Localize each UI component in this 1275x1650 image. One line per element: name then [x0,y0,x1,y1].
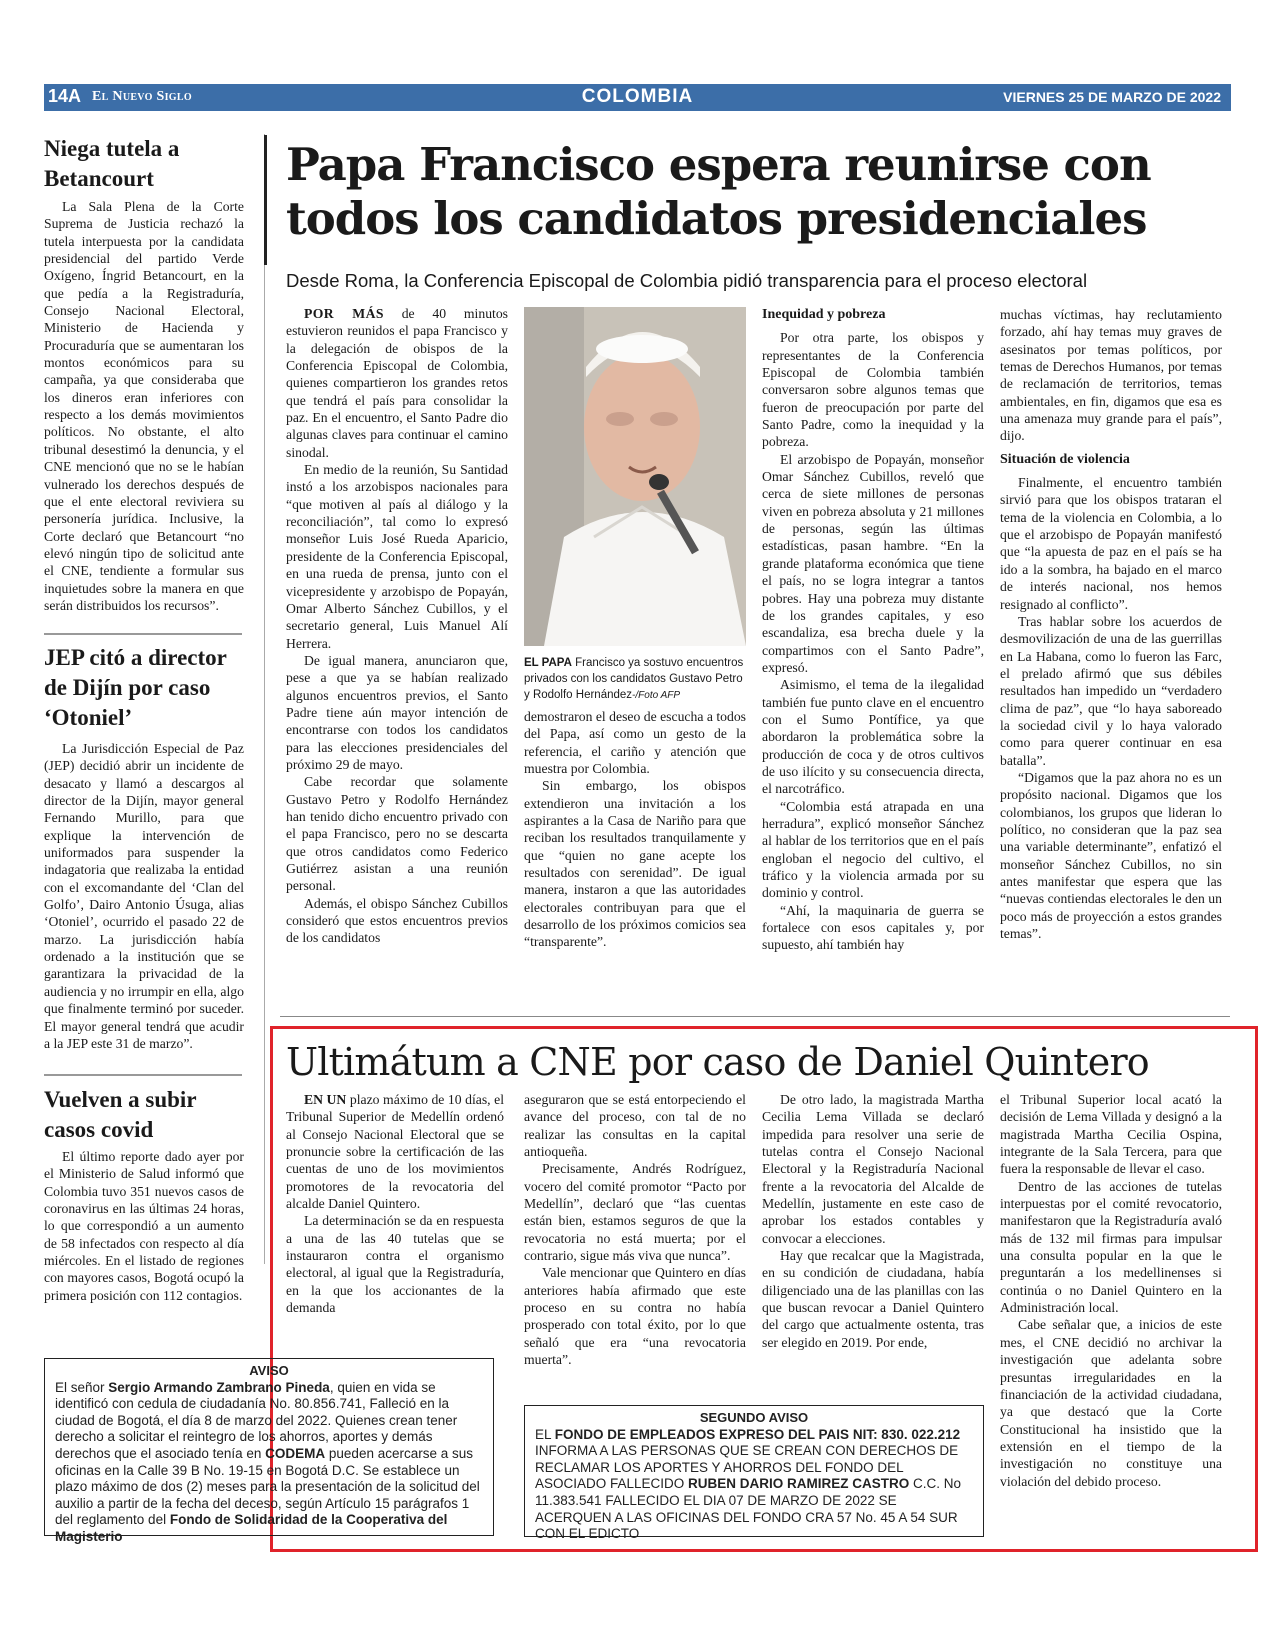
paragraph: “Colombia está atrapada en una herradura”, explicó monseñor Sánchez al hablar de los territorios que en el país engloban el negocio del cultivo, el tráfico y la violencia armada por su dominio y control. [762,798,984,901]
paragraph: “Ahí, la maquinaria de guerra se fortalece con esos capitales y, por supuesto, ahí también hay [762,902,984,953]
lead-word: EN UN [304,1092,347,1107]
paragraph: De otro lado, la magistrada Martha Cecilia Lema Villada se declaró impedida para resolver una serie de tutelas contra el Consejo Nacional Electoral y la Registraduría Nacional frente a la revocatoria del Alcalde de Medellín, justamente en este caso de aprobar los estados contables y convocar a elecciones. [762,1092,984,1246]
paragraph: Asimismo, el tema de la ilegalidad también fue punto clave en el encuentro con el Sumo Pontífice, ya que abordaron la problemática sobre la producción de coca y de otros cultivos de uso ilícito y su consecuencia directa, el narcotráfico. [762,677,984,797]
page-header [44,84,1231,111]
paragraph: El arzobispo de Popayán, monseñor Omar Sánchez Cubillos, reveló que cerca de siete millones de personas viven en pobreza absoluta y 21 millones de personas, según las últimas estadísticas, pasan hambre. “En la grande plataforma económica que tiene el país, no se logra integrar a tantos pobres. Hay una pobreza muy distante de los grandes capitales, y eso escandaliza, esa brecha duele y la compartimos con el Santo Padre”, expresó. [762,451,984,675]
paragraph: de 40 minutos estuvieron reunidos el papa Francisco y la delegación de obispos de la Conferencia Episcopal de Colombia, quienes compartieron los grandes retos que tendrá el país para consolidar la paz. En el encuentro, el Santo Padre dio algunas claves para continuar el camino sinodal. [286,306,509,460]
brief-2-title: JEP citó a director de Dijín por caso ‘Otoniel’ [44,645,227,730]
subheading-inequality: Inequidad y pobreza [762,307,886,322]
subheading-violence: Situación de violencia [1000,451,1130,467]
brief-3-body [44,1148,244,1304]
deceased-name: RUBEN DARIO RAMIREZ CASTRO [688,1476,910,1492]
pope-photo-illustration [524,307,746,646]
notice-fragment: El señor [55,1379,109,1395]
brief-divider [44,1074,242,1076]
brief-1-title: Niega tutela a Betancourt [44,136,180,191]
paragraph: Cabe señalar que, a inicios de este mes, el CNE decidió no archivar la investigación que adelanta sobre presuntas irregularidades en la financiación de la actividad ciudadana, ya que destacó que la Corte Constitucional ha insistido que la extensión en el tiempo de la investigación no constituye una violación del debido proceso. [1000,1317,1222,1489]
paragraph: Finalmente, el encuentro también sirvió para que los obispos trataran el tema de la violencia en Colombia, a lo que el arzobispo de Popayán manifestó que “la apuesta de paz en el país se ha ido a la sombra, ha bajado en el marco de interés nacional, nos hemos resignado al conflicto”. [1000,475,1222,612]
second-article-col-4 [1000,1091,1222,1490]
brief-2-body [44,740,244,1052]
headline-accent-bar [264,135,267,265]
paragraph: demostraron el deseo de escucha a todos del Papa, así como un gesto de la referencia, el cariño y atención que muestra por Colombia. [524,709,746,777]
caption-lead: EL PAPA [524,657,572,669]
paragraph: Tras hablar sobre los acuerdos de desmovilización de una de las guerrillas en La Habana, como lo fueron las Farc, el prelado afirmó que sus débiles resultados han impedido un “verdadero clima de paz”, que “lo haya saboreado la sociedad civil y lo haya valorado como para querer continuar en esa batalla”. [1000,613,1222,768]
notice-text [55,1380,483,1546]
paragraph: aseguraron que se está entorpeciendo el avance del proceso, con tal de no realizar las consultas en la capital antioqueña. [524,1092,746,1160]
fund-name: Fondo de Solidaridad de la Cooperativa del Magisterio [55,1512,448,1544]
issue-date: VIERNES 25 DE MARZO DE 2022 [1003,89,1221,105]
caption-text: Francisco ya sostuvo encuentros privados con los candidatos Gustavo Petro y Rodolfo Hernández [524,657,744,701]
brief-3-text: El último reporte dado ayer por el Ministerio de Salud informó que Colombia tuvo 351 nuevos casos de coronavirus en las últimas 24 horas, lo que correspondió a un aumento de 58 infectados con respecto al día miércoles. En el listado de regiones con mayores casos, Bogotá ocupó la primera posición con 112 contagios. [44,1149,244,1303]
brief-divider [44,633,242,635]
second-article-col-1 [286,1091,504,1316]
paragraph: Por otra parte, los obispos y representantes de la Conferencia Episcopal de Colombia también conversaron sobre algunos temas que fueron de preocupación por parte del Santo Padre, como la inequidad y la pobreza. [762,330,984,450]
main-article-col-3 [762,306,984,954]
brief-1-text: La Sala Plena de la Corte Suprema de Justicia rechazó la tutela interpuesta por la candidata presidencial del partido Verde Oxígeno, Íngrid Betancourt, en la que pedía a la Registraduría, Consejo Nacional Electoral, Ministerio de Hacienda y Procuraduría que se aumentaran los montos económicos para su campaña, ya que consideraba que los dineros eran inferiores con respecto a los demás movimientos políticos. No obstante, el alto tribunal desestimó la denuncia, y el CNE mencionó que no se le habían vulnerado los derechos después de que el ente electoral reviviera su personería jurídica. Inclusive, la Corte declaró que Betancourt “no elevó ningún tipo de solicitud ante el CNE, tendiente a formular sus inquietudes sobre la manera en que serán distribuidos los recursos”. [44,199,244,613]
main-headline: Papa Francisco espera reunirse con todos los candidatos presidenciales [286,138,1151,245]
paragraph: “Digamos que la paz ahora no es un propósito nacional. Digamos que los colombianos, los grupos que lideran lo político, no consideran que la paz sea una variable determinante”, enfatizó el monseñor Sánchez Cubillos, no sin antes manifestar que espera que las “nuevas contiendas electorales le den un poco más de proyección a estos grandes temas”. [1000,769,1222,942]
column-divider [264,134,265,1264]
photo-caption [524,655,749,704]
paragraph: el Tribunal Superior local acató la decisión de Lema Villada y designó a la magistrada Martha Cecilia Ospina, integrante de la Sala Tercera, para que fuera la responsable de llevar el caso. [1000,1092,1222,1177]
second-article-col-2 [524,1091,746,1369]
brief-1-body [44,198,244,614]
organization-name: CODEMA [265,1445,326,1461]
brief-3-title: Vuelven a subir casos covid [44,1087,197,1142]
lead-paragraph [286,305,508,461]
notice-fragment: INFORMA A LAS PERSONAS QUE SE CREAN CON DERECHOS DE RECLAMAR LOS APORTES Y AHORROS DEL FONDO DEL ASOCIADO FALLECIDO [535,1443,959,1492]
paragraph: muchas víctimas, hay reclutamiento forzado, ahí hay temas muy graves de asesinatos por temas políticos, por temas de Derechos Humanos, por temas de reclamación de territorios, temas ambientales, en fin, digamos que esa es una amenaza muy grande para el país”, dijo. [1000,307,1222,444]
paragraph: plazo máximo de 10 días, el Tribunal Superior de Medellín ordenó al Consejo Nacional Electoral que se pronuncie sobre la certificación de las cuentas de uno de los movimientos promotores de la revocatoria del alcalde Daniel Quintero. [286,1092,504,1212]
paragraph: Hay que recalcar que la Magistrada, en su condición de ciudadana, había diligenciado una de las planillas con las que buscan revocar a Daniel Quintero del cargo que actualmente ostenta, tras ser elegido en 2019. Por ende, [762,1248,984,1350]
notice-title: AVISO [249,1363,289,1378]
article-divider [280,1016,1230,1017]
newspaper-name: El Nuevo Siglo [92,89,192,104]
brief-2-text: La Jurisdicción Especial de Paz (JEP) decidió abrir un incidente de desacato y llamó a descargos al director de la Dijín, mayor general Fernando Murillo, para que explique la intervención de uniformados para suspender la indagatoria que realizaba la entidad con el excomandante del ‘Clan del Golfo’, Dairo Antonio Úsuga, alias ‘Otoniel’, ocurrido el pasado 22 de marzo. La jurisdicción había ordenado a la institución que se garantizara la privacidad de la audiencia y no irrumpir en ella, algo que finalmente terminó por suceder. El mayor general tendrá que acudir a la JEP este 31 de marzo”. [44,741,244,1051]
paragraph: La determinación se da en respuesta a una de las 40 tutelas que se instauraron contra el organismo electoral, al igual que la Registraduría, en la que los accionantes de la demanda [286,1213,504,1316]
second-headline: Ultimátum a CNE por caso de Daniel Quintero [286,1040,1149,1084]
notice-title: SEGUNDO AVISO [699,1410,809,1425]
notice-fragment: EL [535,1426,555,1442]
photo-credit: -/Foto AFP [632,690,681,701]
second-article-col-3 [762,1091,984,1351]
paragraph: Dentro de las acciones de tutelas interpuestas por el comité revocatorio, manifestaron que la Registraduría avaló más de 132 mil firmas para impulsar una consulta popular en la que le preguntarán a los medellinenses si continúa o no Daniel Quintero en la Administración local. [1000,1178,1222,1316]
pope-photo [524,307,746,646]
paragraph: En medio de la reunión, Su Santidad instó a los arzobispos nacionales para “que motiven al país al diálogo y la reconciliación”, tal como lo expresó monseñor Luis José Rueda Aparicio, presidente de la Conferencia Episcopal, en una rueda de prensa, junto con el vicepresidente y arzobispo de Popayán, Omar Alberto Sánchez Cubillos, y el secretario general, Luis Manuel Alí Herrera. [286,462,508,651]
notice-fragment: C.C. No 11.383.541 FALLECIDO EL DIA 07 DE MARZO DE 2022 SE ACERQUEN A LAS OFICINAS DEL FONDO CRA 57 No. 45 A 54 SUR CON EL EDICTO [535,1476,962,1542]
notice-text [535,1427,973,1543]
notice-segundo-aviso [524,1405,984,1542]
paragraph: De igual manera, anunciaron que, pese a que ya se habían realizado algunos encuentros previos, el Santo Padre tiene aún mayor intención de encontrarse con todos los candidatos para las elecciones presidenciales del próximo 29 de mayo. [286,652,508,772]
lead-paragraph [286,1091,504,1212]
notice-fragment: pueden acercarse a sus oficinas en la Calle 39 B No. 19-15 en Bogotá D.C. Se establece un plazo máximo de dos (2) meses para la presentación de la solicitud del auxilio a partir de la fecha del deceso, según Artículo 15 parágrafos 1 del reglamento del [55,1445,480,1528]
lead-word: POR MÁS [304,306,384,321]
paragraph: Precisamente, Andrés Rodríguez, vocero del comité promotor “Pacto por Medellín”, declaró que “las cuentas están bien, estamos seguros de que la revocatoria no está muerta; por el contrario, sigue más viva que nunca”. [524,1161,746,1264]
deceased-name: Sergio Armando Zambrano Pineda [108,1379,330,1395]
main-subheadline: Desde Roma, la Conferencia Episcopal de Colombia pidió transparencia para el proceso electoral [286,270,1088,291]
paragraph: Sin embargo, los obispos extendieron una invitación a los aspirantes a la Casa de Nariño para que reciban los resultados tranquilamente y que “quien no gane acepte los resultados con serenidad”. De igual manera, instaron a que las autoridades electorales contribuyan para que el desarrollo de los próximos comicios sea “transparente”. [524,778,746,950]
notice-fragment: , quien en vida se identificó con cedula de ciudadanía No. 80.856.741, Falleció en la ciudad de Bogotá, el día 8 de marzo del 2022. Quienes crean tener derecho a solicitar el reintegro de los ahorros, aportes y demás derechos que el asociado tenía en [55,1379,458,1461]
paragraph: Vale mencionar que Quintero en días anteriores había afirmado que este proceso en su contra no había prosperado con total éxito, por lo que señaló que era “una revocatoria muerta”. [524,1265,746,1368]
fund-name: FONDO DE EMPLEADOS EXPRESO DEL PAIS NIT: 830. 022.212 [554,1426,961,1442]
main-article-col-4 [1000,306,1222,942]
main-article-col-1 [286,305,508,947]
paragraph: Cabe recordar que solamente Gustavo Petro y Rodolfo Hernández han tenido dicho encuentro privado con el papa Francisco, pero no se descarta que otros candidatos como Federico Gutiérrez asistan a una reunión personal. [286,774,508,894]
page-number: 14A [48,86,82,106]
paragraph: Además, el obispo Sánchez Cubillos consideró que estos encuentros previos de los candidatos [286,895,508,946]
main-article-col-2 [524,708,746,951]
section-name: COLOMBIA [581,86,694,107]
notice-aviso [44,1358,494,1544]
